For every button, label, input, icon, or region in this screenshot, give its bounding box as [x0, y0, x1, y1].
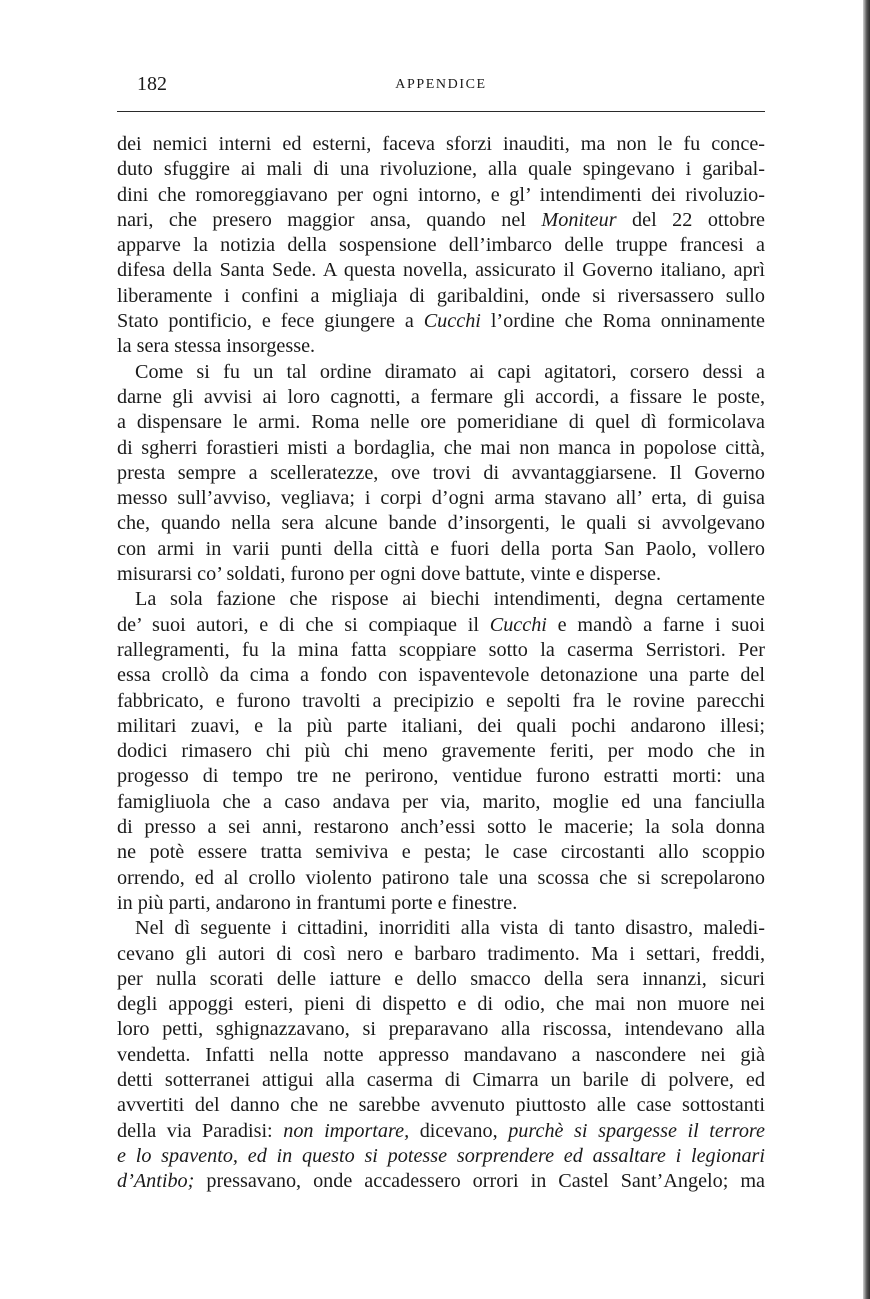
- running-head: [117, 72, 765, 100]
- text-line: per nulla scorati delle iatture e dello smacco della sera innanzi, sicuri: [117, 967, 765, 990]
- text-line: dodici rimasero chi più chi meno gravemente feriti, per modo che in: [117, 740, 765, 763]
- text-segment: nari, che presero maggior ansa, quando nel: [117, 208, 526, 231]
- page-edge-shadow: [863, 0, 870, 1299]
- text-segment: del 22 ottobre: [632, 208, 765, 231]
- text-line: [117, 1119, 765, 1144]
- paragraph-2: [117, 360, 765, 588]
- text-line: Come si fu un tal ordine diramato ai capi agitatori, corsero dessi a: [135, 360, 765, 383]
- text-segment: della via Paradisi:: [117, 1119, 273, 1142]
- text-line: orrendo, ed al crollo violento patirono tale una scossa che si screpolarono: [117, 866, 765, 889]
- text-line: Nel dì seguente i cittadini, inorriditi alla vista di tanto disastro, maledi-: [135, 917, 765, 940]
- text-line: vendetta. Infatti nella notte appresso mandavano a nascondere nei già: [117, 1043, 765, 1066]
- text-segment: e mandò a farne i suoi: [557, 613, 765, 636]
- paragraph-1: [117, 132, 765, 360]
- text-line: fabbricato, e furono travolti a precipizio e sepolti fra le rovine parecchi: [117, 689, 765, 712]
- text-line: ne potè essere tratta semiviva e pesta; le case circostanti allo scoppio: [117, 841, 765, 864]
- text-segment: Stato pontificio, e fece giungere a: [117, 310, 414, 333]
- text-line: degli appoggi esteri, pieni di dispetto e di odio, che mai non muore nei: [117, 993, 765, 1016]
- italic-quote: e lo spavento, ed in questo si potesse sorprendere ed assaltare i legionari: [117, 1144, 765, 1167]
- body-text: [117, 132, 765, 1194]
- text-line: famigliuola che a caso andava per via, marito, moglie ed una fanciulla: [117, 790, 765, 813]
- text-line: [117, 309, 765, 334]
- text-segment: de’ suoi autori, e di che si compiaque il: [117, 613, 479, 636]
- text-line: con armi in varii punti della città e fuori della porta San Paolo, vollero: [117, 537, 765, 560]
- text-segment: dicevano,: [419, 1119, 498, 1142]
- text-line: messo sull’avviso, vegliava; i corpi d’ogni arma stavano all’ erta, di guisa: [117, 487, 765, 510]
- text-line: misurarsi co’ soldati, furono per ogni dove battute, vinte e disperse.: [117, 563, 661, 586]
- text-line: essa crollò da cima a fondo con ispaventevole detonazione una parte del: [117, 664, 765, 687]
- text-line: duto sfuggire ai mali di una rivoluzione, alla quale spingevano i garibal-: [117, 158, 765, 181]
- text-line: apparve la notizia della sospensione dell’imbarco delle truppe francesi a: [117, 234, 765, 257]
- italic-quote: non importare,: [283, 1119, 410, 1142]
- text-line: che, quando nella sera alcune bande d’insorgenti, le quali si avvolgevano: [117, 512, 765, 535]
- text-line: La sola fazione che rispose ai biechi intendimenti, degna certamente: [135, 588, 765, 611]
- text-line: difesa della Santa Sede. A questa novella, assicurato il Governo italiano, aprì: [117, 259, 765, 282]
- text-line: detti sotterranei attigui alla caserma di Cimarra un barile di polvere, ed: [117, 1068, 765, 1091]
- text-line: [117, 1144, 765, 1169]
- text-line: loro petti, sghignazzavano, si preparavano alla riscossa, intendevano alla: [117, 1018, 765, 1041]
- italic-quote: purchè si spargesse il terrore: [508, 1119, 765, 1142]
- text-line: presta sempre a scelleratezze, ove trovi di avvantaggiarsene. Il Governo: [117, 461, 765, 484]
- text-line: [117, 613, 765, 638]
- header-rule: [117, 111, 765, 112]
- text-line: cevano gli autori di così nero e barbaro tradimento. Ma i settari, freddi,: [117, 942, 765, 965]
- text-line: a dispensare le armi. Roma nelle ore pomeridiane di quel dì formicolava: [117, 411, 765, 434]
- paragraph-3: [117, 587, 765, 916]
- text-segment: l’ordine che Roma onninamente: [490, 310, 765, 333]
- italic-quote: d’Antibo;: [117, 1170, 195, 1193]
- italic-name-cucchi: Cucchi: [423, 310, 481, 333]
- text-line: progesso di tempo tre ne perirono, ventidue furono estratti morti: una: [117, 765, 765, 788]
- text-line: dini che romoreggiavano per ogni intorno, e gl’ intendimenti dei rivoluzio-: [117, 183, 765, 206]
- text-line: avvertiti del danno che ne sarebbe avvenuto piuttosto alle case sottostanti: [117, 1094, 765, 1117]
- text-line: [117, 1169, 765, 1194]
- section-title: APPENDICE: [395, 77, 487, 92]
- text-line: la sera stessa insorgesse.: [117, 335, 316, 358]
- text-line: darne gli avvisi ai loro cagnotti, a fermare gli accordi, a fissare le poste,: [117, 385, 765, 408]
- text-line: in più parti, andarono in frantumi porte e finestre.: [117, 891, 518, 914]
- italic-title-moniteur: Moniteur: [541, 208, 617, 231]
- text-line: di presso a sei anni, restarono anch’essi sotto le macerie; la sola donna: [117, 816, 765, 839]
- text-line: dei nemici interni ed esterni, faceva sforzi inauditi, ma non le fu conce-: [117, 133, 765, 155]
- text-line: militari zuavi, e la più parte italiani, dei quali pochi andarono illesi;: [117, 714, 765, 737]
- text-line: di sgherri forastieri misti a bordaglia, che mai non manca in popolose città,: [117, 436, 765, 459]
- paragraph-4: [117, 916, 765, 1194]
- text-line: [117, 208, 765, 233]
- page-number: 182: [137, 73, 167, 95]
- italic-name-cucchi: Cucchi: [489, 613, 547, 636]
- text-line: rallegramenti, fu la mina fatta scoppiare sotto la caserma Serristori. Per: [117, 638, 765, 661]
- text-segment: pressavano, onde accadessero orrori in Castel Sant’Angelo; ma: [206, 1170, 765, 1193]
- text-line: liberamente i confini a migliaja di garibaldini, onde si riversassero sullo: [117, 284, 765, 307]
